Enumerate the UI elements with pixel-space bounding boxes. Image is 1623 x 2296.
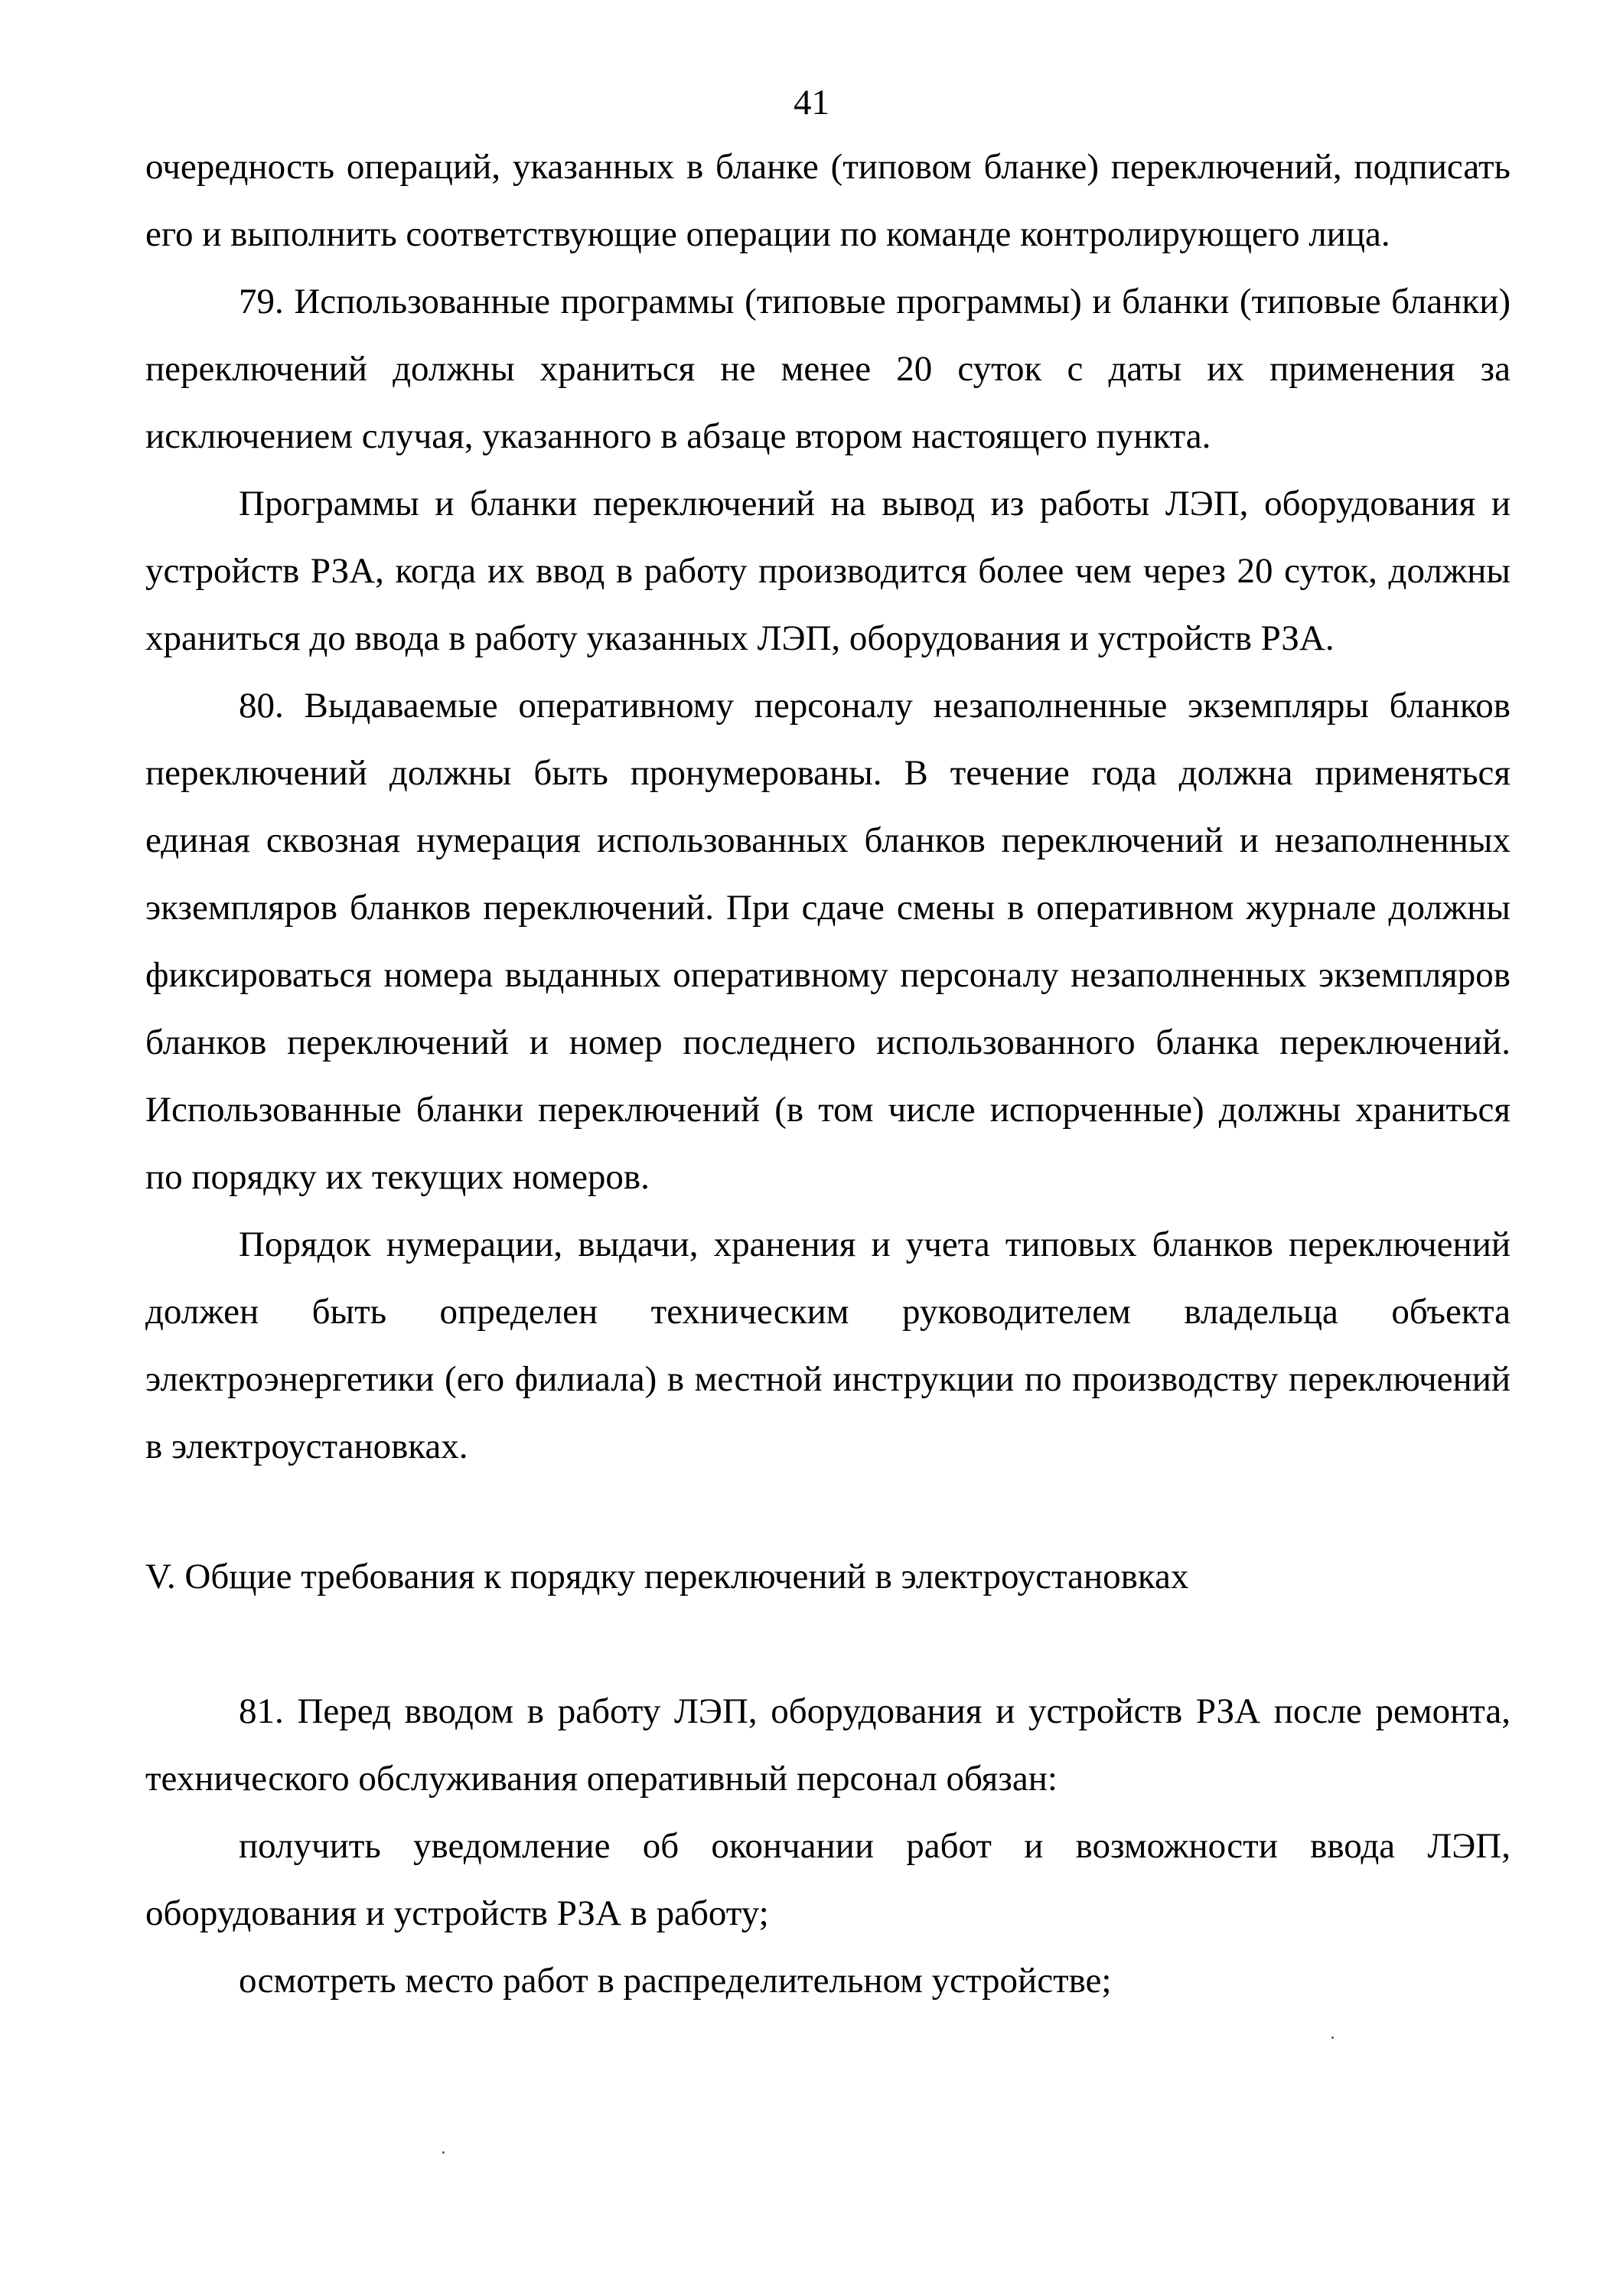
section-heading: V. Общие требования к порядку переключений в электроустановках <box>145 1557 1189 1596</box>
scan-speck <box>1331 2037 1334 2039</box>
page-number: 41 <box>794 83 829 122</box>
paragraph-item-81: 81. Перед вводом в работу ЛЭП, оборудования и устройств РЗА после ремонта, технического обслуживания оперативный персонал обязан: <box>145 1691 1511 1799</box>
paragraph-numbering-order: Порядок нумерации, выдачи, хранения и учета типовых бланков переключений должен быть определен техническим руководителем владельца объекта электроэнергетики (его филиала) в местной инструкции по производству переключений в электроустановках. <box>145 1225 1511 1466</box>
list-item-notification: получить уведомление об окончании работ и возможности ввода ЛЭП, оборудования и устройств РЗА в работу; <box>145 1826 1511 1933</box>
list-item-inspect-site: осмотреть место работ в распределительном устройстве; <box>239 1961 1112 2001</box>
document-body <box>145 133 1511 2014</box>
scan-speck <box>442 2151 445 2154</box>
paragraph-item-80: 80. Выдаваемые оперативному персоналу незаполненные экземпляры бланков переключений должны быть пронумерованы. В течение года должна применяться единая сквозная нумерация использованных бланков переключений и незаполненных экземпляров бланков переключений. При сдаче смены в оперативном журнале должны фиксироваться номера выданных оперативному персоналу незаполненных экземпляров бланков переключений и номер последнего использованного бланка переключений. Использованные бланки переключений (в том числе испорченные) должны храниться по порядку их текущих номеров. <box>145 686 1511 1197</box>
paragraph-programs-storage: Программы и бланки переключений на вывод из работы ЛЭП, оборудования и устройств РЗА, когда их ввод в работу производится более чем через 20 суток, должны храниться до ввода в работу указанных ЛЭП, оборудования и устройств РЗА. <box>145 484 1511 658</box>
paragraph-item-79: 79. Использованные программы (типовые программы) и бланки (типовые бланки) переключений должны храниться не менее 20 суток с даты их применения за исключением случая, указанного в абзаце втором настоящего пункта. <box>145 282 1511 456</box>
paragraph-continuation: очередность операций, указанных в бланке (типовом бланке) переключений, подписать его и выполнить соответствующие операции по команде контролирующего лица. <box>145 147 1511 254</box>
